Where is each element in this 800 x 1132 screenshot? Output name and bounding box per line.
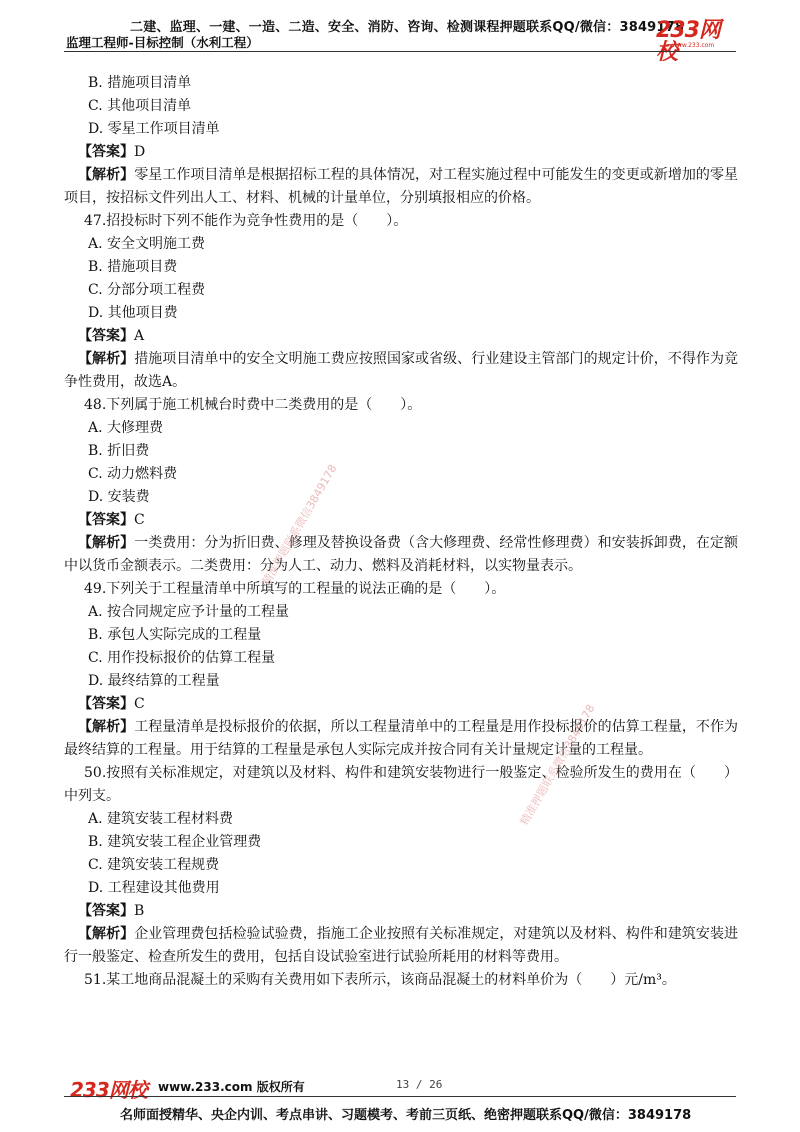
line-text: C	[134, 696, 145, 712]
line-text: 51.某工地商品混凝土的采购有关费用如下表所示，该商品混凝土的材料单价为（ ）元/m³。	[84, 972, 676, 988]
logo-url: www.233.com	[672, 42, 715, 49]
explanation	[64, 164, 738, 210]
question-stem	[64, 762, 738, 808]
line-text: C. 动力燃料费	[88, 466, 178, 482]
answer-option	[64, 601, 738, 624]
footer-promo-line: 名师面授精华、央企内训、考点串讲、习题模考、考前三页纸、绝密押题联系QQ/微信：3849178	[120, 1108, 692, 1123]
answer-option	[64, 302, 738, 325]
answer-option	[64, 279, 738, 302]
line-text: D. 零星工作项目清单	[88, 121, 220, 137]
line-text: C	[134, 512, 145, 528]
answer-key	[64, 141, 738, 164]
line-text: 50.按照有关标准规定，对建筑以及材料、构件和建筑安装物进行一般鉴定、检验所发生的费用在（ ）中列支。	[64, 765, 738, 804]
line-text: C. 建筑安装工程规费	[88, 857, 220, 873]
question-stem	[64, 210, 738, 233]
answer-option	[64, 854, 738, 877]
footer-logo: 233网校	[70, 1078, 147, 1102]
explanation-label: 【解析】	[78, 351, 135, 367]
explanation-label: 【解析】	[78, 167, 135, 183]
answer-option	[64, 72, 738, 95]
answer-key	[64, 325, 738, 348]
answer-label: 【答案】	[78, 903, 134, 919]
line-text: B. 措施项目费	[88, 259, 178, 275]
line-text: 企业管理费包括检验试验费，指施工企业按照有关标准规定，对建筑以及材料、构件和建筑安装进行一般鉴定、检查所发生的费用，包括自设试验室进行试验所耗用的材料等费用。	[64, 926, 739, 965]
line-text: C. 其他项目清单	[88, 98, 192, 114]
line-text: D. 安装费	[88, 489, 150, 505]
line-text: 工程量清单是投标报价的依据，所以工程量清单中的工程量是用作投标报价的估算工程量，不作为最终结算的工程量。用于结算的工程量是承包人实际完成并按合同有关计量规定计量的工程量。	[64, 719, 739, 758]
answer-label: 【答案】	[78, 696, 134, 712]
answer-option	[64, 647, 738, 670]
answer-label: 【答案】	[78, 328, 134, 344]
document-subtitle: 监理工程师-目标控制（水利工程）	[66, 35, 259, 50]
explanation	[64, 716, 738, 762]
line-text: A. 建筑安装工程材料费	[88, 811, 234, 827]
answer-option	[64, 831, 738, 854]
line-text: A. 安全文明施工费	[88, 236, 206, 252]
header-divider	[64, 51, 736, 52]
line-text: D. 工程建设其他费用	[88, 880, 220, 896]
line-text: B. 折旧费	[88, 443, 150, 459]
question-stem	[64, 969, 738, 992]
line-text: B. 措施项目清单	[88, 75, 192, 91]
answer-option	[64, 877, 738, 900]
explanation	[64, 348, 738, 394]
answer-option	[64, 118, 738, 141]
answer-key	[64, 693, 738, 716]
explanation-label: 【解析】	[78, 535, 135, 551]
line-text: D. 其他项目费	[88, 305, 178, 321]
explanation	[64, 923, 738, 969]
line-text: 49.下列关于工程量清单中所填写的工程量的说法正确的是（ ）。	[84, 581, 506, 597]
answer-label: 【答案】	[78, 512, 134, 528]
logo-text: 233网校	[656, 18, 720, 65]
line-text: C. 用作投标报价的估算工程量	[88, 650, 276, 666]
answer-option	[64, 95, 738, 118]
line-text: 零星工作项目清单是根据招标工程的具体情况，对工程实施过程中可能发生的变更或新增加的零星项目，按招标文件列出人工、材料、机械的计量单位，分别填报相应的价格。	[64, 167, 739, 206]
answer-key	[64, 900, 738, 923]
footer-divider	[64, 1096, 736, 1097]
line-text: B	[134, 903, 145, 919]
answer-option	[64, 233, 738, 256]
answer-option	[64, 624, 738, 647]
explanation-label: 【解析】	[78, 926, 135, 942]
line-text: C. 分部分项工程费	[88, 282, 206, 298]
line-text: 一类费用：分为折旧费、修理及替换设备费（含大修理费、经常性修理费）和安装拆卸费，在定额中以货币金额表示。二类费用：分为人工、动力、燃料及消耗材料，以实物量表示。	[64, 535, 739, 574]
line-text: A. 大修理费	[88, 420, 164, 436]
line-text: 48.下列属于施工机械台时费中二类费用的是（ ）。	[84, 397, 422, 413]
footer-copyright: www.233.com 版权所有	[158, 1080, 305, 1094]
line-text: D. 最终结算的工程量	[88, 673, 220, 689]
explanation	[64, 532, 738, 578]
watermark: 精准押题联系微信3849178	[259, 462, 340, 588]
answer-option	[64, 256, 738, 279]
question-stem	[64, 578, 738, 601]
question-stem	[64, 394, 738, 417]
line-text: 47.招投标时下列不能作为竞争性费用的是（ ）。	[84, 213, 408, 229]
header-contact-line: 二建、监理、一建、一造、二造、安全、消防、咨询、检测课程押题联系QQ/微信：3849178	[130, 20, 685, 35]
answer-option	[64, 808, 738, 831]
answer-option	[64, 440, 738, 463]
line-text: D	[134, 144, 146, 160]
answer-option	[64, 463, 738, 486]
question-content	[64, 72, 738, 992]
line-text: A. 按合同规定应予计量的工程量	[88, 604, 290, 620]
answer-key	[64, 509, 738, 532]
line-text: B. 承包人实际完成的工程量	[88, 627, 262, 643]
answer-option	[64, 486, 738, 509]
header-logo	[656, 18, 736, 65]
page-number: 13 / 26	[396, 1078, 443, 1091]
explanation-label: 【解析】	[78, 719, 135, 735]
answer-label: 【答案】	[78, 144, 134, 160]
line-text: B. 建筑安装工程企业管理费	[88, 834, 262, 850]
line-text: 措施项目清单中的安全文明施工费应按照国家或省级、行业建设主管部门的规定计价，不得作为竞争性费用，故选A。	[64, 351, 739, 390]
line-text: A	[134, 328, 145, 344]
watermark: 精准押题联系微信3849178	[517, 702, 598, 828]
answer-option	[64, 670, 738, 693]
answer-option	[64, 417, 738, 440]
